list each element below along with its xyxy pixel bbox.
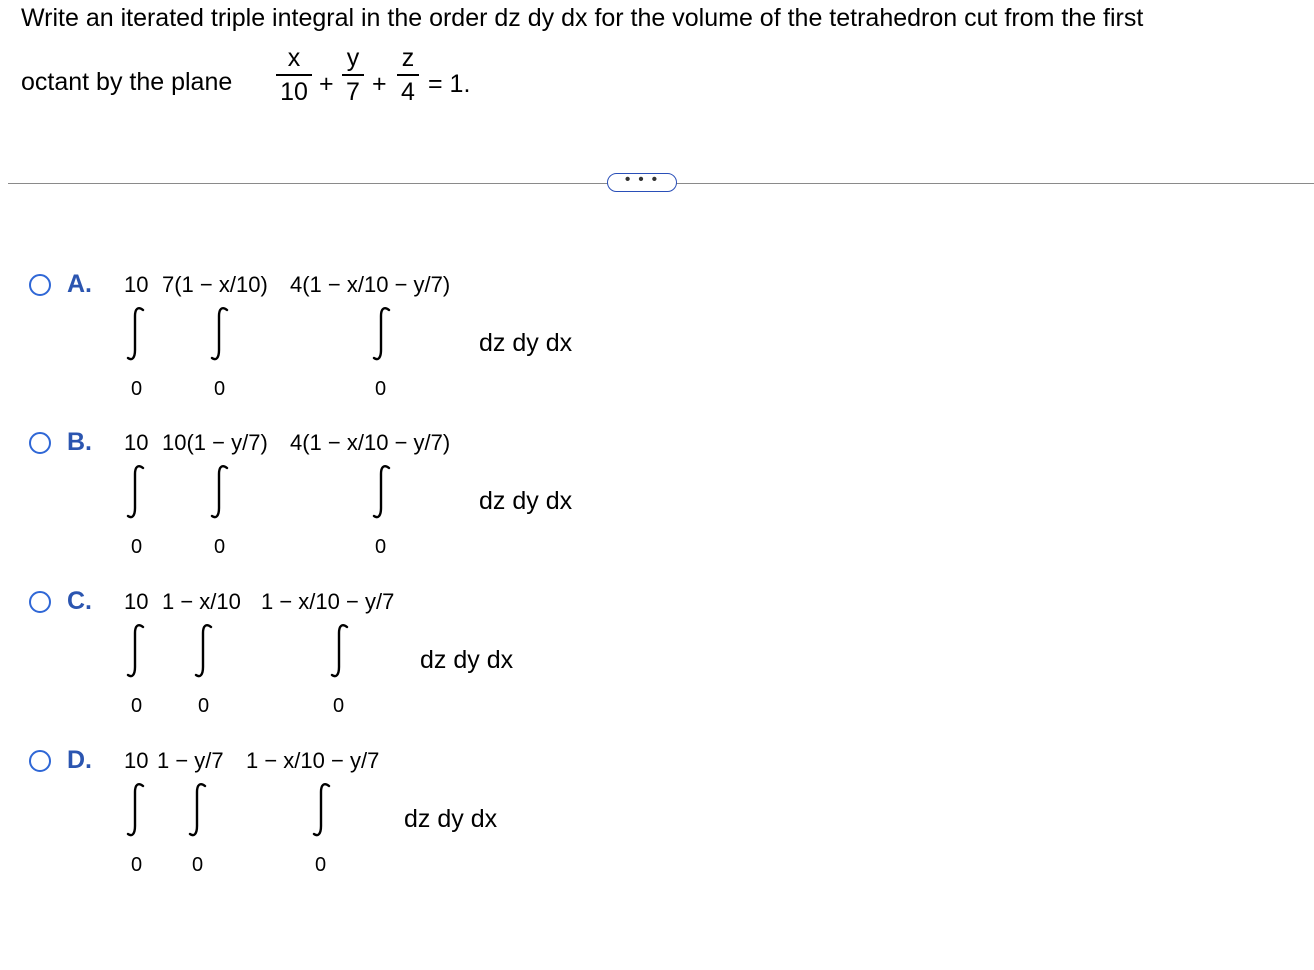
inner-lower-limit: 0: [375, 536, 387, 558]
inner-integral-sign-icon: [370, 306, 394, 362]
middle-lower-limit: 0: [214, 378, 226, 400]
outer-integral-sign-icon: [124, 306, 148, 362]
fraction-numerator: x: [287, 44, 301, 72]
answer-option-a[interactable]: [0, 268, 700, 408]
plus-sign: +: [319, 70, 334, 98]
fraction-denominator: 10: [280, 78, 308, 106]
integrand-differentials: dz dy dx: [404, 805, 498, 833]
outer-lower-limit: 0: [131, 536, 143, 558]
middle-integral-sign-icon: [208, 464, 232, 520]
option-letter: A.: [67, 270, 92, 298]
radio-button-a[interactable]: [29, 274, 51, 296]
fraction-x-over-10: [276, 44, 312, 106]
option-letter: C.: [67, 587, 92, 615]
middle-lower-limit: 0: [192, 854, 204, 876]
middle-integral-sign-icon: [208, 306, 232, 362]
answer-option-c[interactable]: [0, 585, 700, 725]
option-letter: D.: [67, 746, 92, 774]
outer-integral-sign-icon: [124, 623, 148, 679]
more-options-button[interactable]: • • •: [607, 173, 677, 192]
fraction-denominator: 7: [346, 78, 360, 106]
integrand-differentials: dz dy dx: [479, 329, 573, 357]
equation-rhs: = 1.: [428, 70, 471, 98]
question-text-line1: Write an iterated triple integral in the order dz dy dx for the volume of the tetrahedron cut from the first: [21, 4, 1144, 32]
question-text-line2: octant by the plane: [21, 68, 233, 96]
fraction-y-over-7: [342, 44, 364, 106]
middle-lower-limit: 0: [214, 536, 226, 558]
middle-lower-limit: 0: [198, 695, 210, 717]
fraction-denominator: 4: [401, 78, 415, 106]
outer-upper-limit: 10: [124, 272, 149, 297]
integrand-differentials: dz dy dx: [420, 646, 514, 674]
middle-upper-limit: 10(1 − y/7): [162, 430, 268, 455]
outer-integral-sign-icon: [124, 464, 148, 520]
inner-lower-limit: 0: [375, 378, 387, 400]
inner-upper-limit: 4(1 − x/10 − y/7): [290, 272, 451, 297]
answer-option-b[interactable]: [0, 426, 700, 566]
fraction-bar: [397, 74, 419, 76]
inner-integral-sign-icon: [328, 623, 352, 679]
inner-upper-limit: 1 − x/10 − y/7: [261, 589, 395, 614]
inner-upper-limit: 1 − x/10 − y/7: [246, 748, 380, 773]
radio-button-d[interactable]: [29, 750, 51, 772]
inner-upper-limit: 4(1 − x/10 − y/7): [290, 430, 451, 455]
outer-lower-limit: 0: [131, 854, 143, 876]
middle-integral-sign-icon: [192, 623, 216, 679]
integrand-differentials: dz dy dx: [479, 487, 573, 515]
fraction-numerator: z: [401, 44, 415, 72]
fraction-numerator: y: [346, 44, 360, 72]
inner-lower-limit: 0: [315, 854, 327, 876]
outer-upper-limit: 10: [124, 589, 149, 614]
outer-upper-limit: 10: [124, 748, 149, 773]
answer-option-d[interactable]: [0, 744, 700, 884]
inner-lower-limit: 0: [333, 695, 345, 717]
outer-lower-limit: 0: [131, 695, 143, 717]
middle-upper-limit: 1 − x/10: [162, 589, 241, 614]
plus-sign: +: [372, 70, 387, 98]
radio-button-b[interactable]: [29, 432, 51, 454]
option-letter: B.: [67, 428, 92, 456]
outer-integral-sign-icon: [124, 782, 148, 838]
fraction-bar: [276, 74, 312, 76]
middle-upper-limit: 7(1 − x/10): [162, 272, 268, 297]
radio-button-c[interactable]: [29, 591, 51, 613]
inner-integral-sign-icon: [310, 782, 334, 838]
middle-upper-limit: 1 − y/7: [157, 748, 224, 773]
inner-integral-sign-icon: [370, 464, 394, 520]
fraction-bar: [342, 74, 364, 76]
middle-integral-sign-icon: [186, 782, 210, 838]
outer-upper-limit: 10: [124, 430, 149, 455]
outer-lower-limit: 0: [131, 378, 143, 400]
fraction-z-over-4: [397, 44, 419, 106]
